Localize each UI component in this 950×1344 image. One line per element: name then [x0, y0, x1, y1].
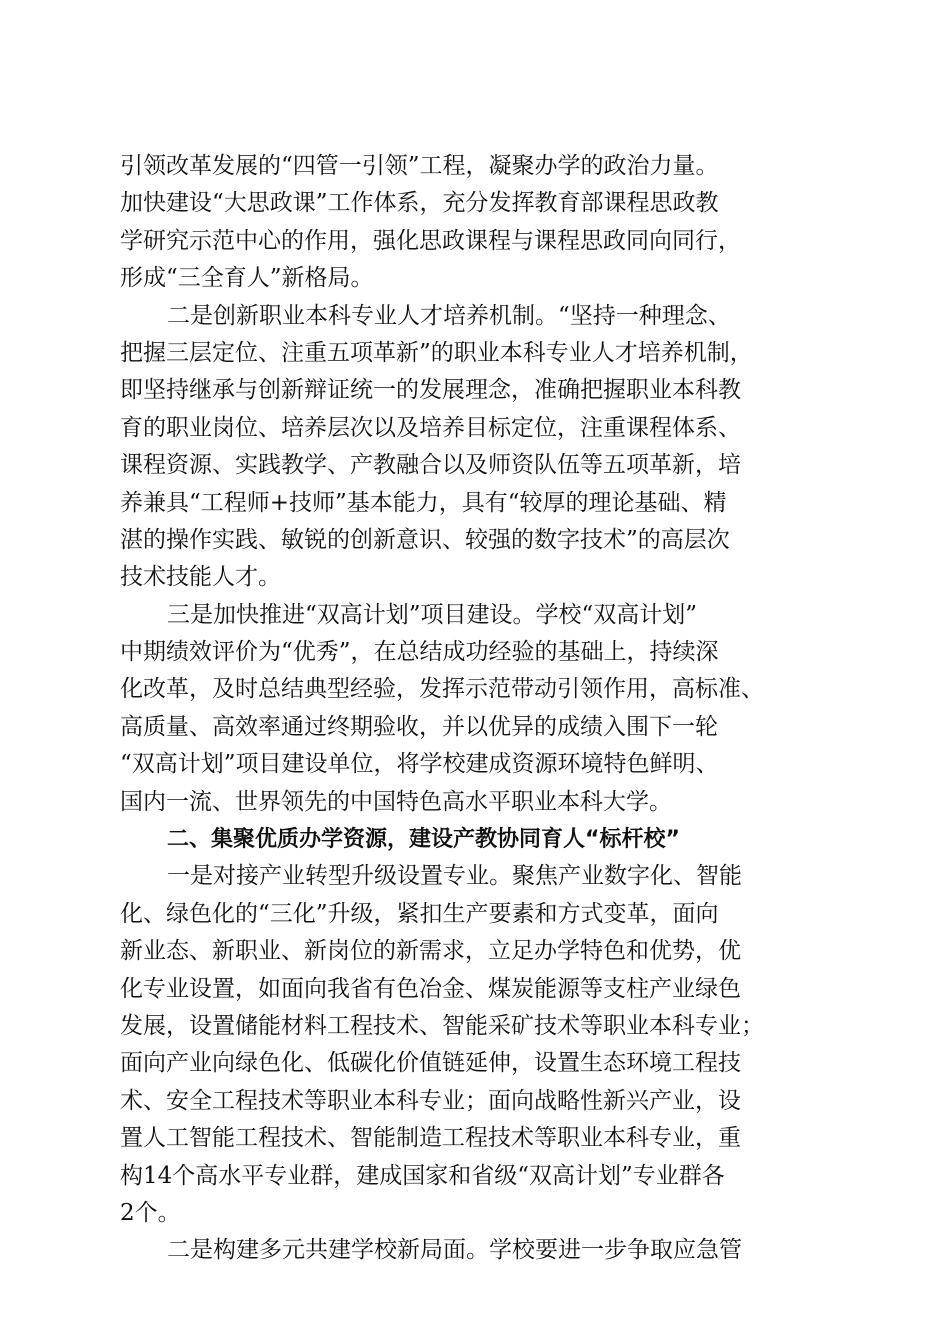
document-body	[120, 148, 832, 1270]
text-line: 把握三层定位、注重五项革新”的职业本科专业人才培养机制，	[120, 339, 753, 366]
text-line: 即坚持继承与创新辩证统一的发展理念，准确把握职业本科教	[120, 377, 741, 404]
paragraph-first-line: 二是创新职业本科专业人才培养机制。“坚持一种理念、	[167, 302, 731, 329]
text-line: “双高计划”项目建设单位，将学校建成资源环境特色鲜明、	[120, 751, 719, 778]
text-line: 置人工智能工程技术、智能制造工程技术等职业本科专业，重	[120, 1125, 741, 1152]
text-line: 高质量、高效率通过终期验收，并以优异的成绩入围下一轮	[120, 713, 718, 740]
text-line: 发展，设置储能材料工程技术、智能采矿技术等职业本科专业；	[120, 1012, 764, 1039]
text-line: 技术技能人才。	[120, 564, 281, 591]
text-line: 国内一流、世界领先的中国特色高水平职业本科大学。	[120, 788, 672, 815]
text-line: 加快建设“大思政课”工作体系，充分发挥教育部课程思政教	[120, 190, 719, 217]
paragraph-first-line: 一是对接产业转型升级设置专业。聚焦产业数字化、智能	[167, 863, 742, 890]
text-line: 术、安全工程技术等职业本科专业；面向战略性新兴产业，设	[120, 1087, 741, 1114]
text-line: 化、绿色化的“三化”升级，紧扣生产要素和方式变革，面向	[120, 900, 719, 927]
text-line: 新业态、新职业、新岗位的新需求，立足办学特色和优势，优	[120, 938, 741, 965]
text-line: 湛的操作实践、敏锐的创新意识、较强的数字技术”的高层次	[120, 526, 730, 553]
text-line: 2个。	[120, 1199, 181, 1226]
paragraph-first-line: 三是加快推进“双高计划”项目建设。学校“双高计划”	[167, 601, 698, 628]
text-line: 化专业设置，如面向我省有色冶金、煤炭能源等支柱产业绿色	[120, 975, 741, 1002]
text-line: 课程资源、实践教学、产教融合以及师资队伍等五项革新，培	[120, 452, 741, 479]
text-line: 学研究示范中心的作用，强化思政课程与课程思政同向同行，	[120, 227, 741, 254]
text-line: 引领改革发展的“四管一引领”工程，凝聚办学的政治力量。	[120, 153, 719, 179]
paragraph-first-line: 二是构建多元共建学校新局面。学校要进一步争取应急管	[167, 1237, 742, 1264]
text-line: 面向产业向绿色化、低碳化价值链延伸，设置生态环境工程技	[120, 1050, 741, 1077]
text-line: 中期绩效评价为“优秀”，在总结成功经验的基础上，持续深	[120, 639, 719, 666]
text-line: 育的职业岗位、培养层次以及培养目标定位，注重课程体系、	[120, 414, 741, 441]
text-line: 形成“三全育人”新格局。	[120, 265, 374, 292]
section-heading: 二、集聚优质办学资源，建设产教协同育人“标杆校”	[167, 827, 680, 853]
text-line: 养兼具“工程师+技师”基本能力，具有“较厚的理论基础、精	[120, 489, 727, 516]
text-line: 构14个高水平专业群，建成国家和省级“双高计划”专业群各	[120, 1162, 725, 1189]
text-line: 化改革，及时总结典型经验，发挥示范带动引领作用，高标准、	[120, 676, 764, 703]
